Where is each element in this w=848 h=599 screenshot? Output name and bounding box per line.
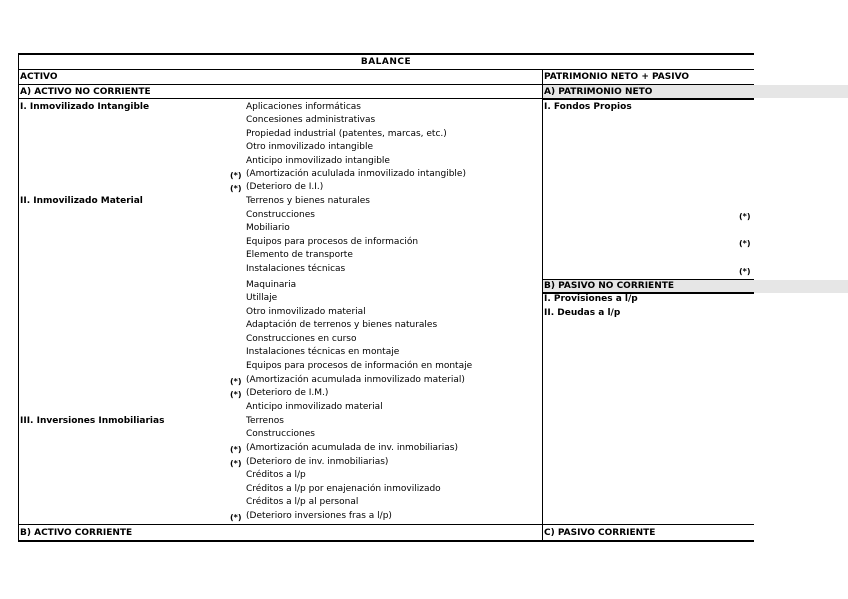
list-item: Propiedad industrial (patentes, marcas, etc.) xyxy=(246,129,447,139)
list-item: Concesiones administrativas xyxy=(246,115,376,125)
rule-bottom-top xyxy=(18,524,754,525)
list-item: Mobiliario xyxy=(246,223,290,233)
group-inmovilizado-material: II. Inmovilizado Material xyxy=(20,196,143,206)
fondos-propios-label: I. Fondos Propios xyxy=(544,102,632,112)
rule-title xyxy=(18,69,754,70)
list-item: (Deterioro de inv. inmobiliarias) xyxy=(246,457,389,467)
activo-corriente-header: B) ACTIVO CORRIENTE xyxy=(20,528,133,538)
list-item: Créditos a l/p por enajenación inmovilizado xyxy=(246,484,441,494)
deudas-label: II. Deudas a l/p xyxy=(544,308,621,318)
list-item: Adaptación de terrenos y bienes naturales xyxy=(246,320,438,330)
list-item: Otro inmovilizado material xyxy=(246,307,366,317)
list-item: Maquinaria xyxy=(246,280,297,290)
asterisk-mark: (*) xyxy=(230,459,242,468)
provisiones-label: I. Provisiones a l/p xyxy=(544,294,638,304)
list-item: Instalaciones técnicas en montaje xyxy=(246,347,400,357)
list-item: (Amortización acumulada inmovilizado material) xyxy=(246,375,465,385)
asterisk-mark: (*) xyxy=(230,445,242,454)
list-item: (Deterioro de I.M.) xyxy=(246,388,329,398)
activo-no-corriente-header: A) ACTIVO NO CORRIENTE xyxy=(20,87,151,97)
activo-header: ACTIVO xyxy=(20,72,58,82)
pasivo-no-corriente-header: B) PASIVO NO CORRIENTE xyxy=(544,281,675,291)
asterisk-mark: (*) xyxy=(739,239,751,248)
list-item: Utillaje xyxy=(246,293,278,303)
rule-left-edge xyxy=(18,53,19,542)
asterisk-mark: (*) xyxy=(739,212,751,221)
list-item: Anticipo inmovilizado intangible xyxy=(246,156,390,166)
list-item: Construcciones xyxy=(246,429,315,439)
list-item: Elemento de transporte xyxy=(246,250,353,260)
patrimonio-pasivo-header: PATRIMONIO NETO + PASIVO xyxy=(544,72,690,82)
list-item: Instalaciones técnicas xyxy=(246,264,346,274)
rule-bottom xyxy=(18,540,754,542)
group-inversiones-inmobiliarias: III. Inversiones Inmobiliarias xyxy=(20,416,165,426)
asterisk-mark: (*) xyxy=(230,377,242,386)
list-item: Aplicaciones informáticas xyxy=(246,102,361,112)
pasivo-corriente-header: C) PASIVO CORRIENTE xyxy=(544,528,656,538)
rule-header xyxy=(18,84,754,85)
rule-middle xyxy=(542,69,543,542)
asterisk-mark: (*) xyxy=(230,390,242,399)
list-item: Terrenos y bienes naturales xyxy=(246,196,370,206)
list-item: Construcciones en curso xyxy=(246,334,357,344)
list-item: (Amortización acumulada de inv. inmobiliarias) xyxy=(246,443,458,453)
asterisk-mark: (*) xyxy=(230,184,242,193)
list-item: Terrenos xyxy=(246,416,284,426)
list-item: (Deterioro inversiones fras a l/p) xyxy=(246,511,392,521)
list-item: Créditos a l/p al personal xyxy=(246,497,359,507)
group-inmovilizado-intangible: I. Inmovilizado Intangible xyxy=(20,102,150,112)
list-item: (Deterioro de I.I.) xyxy=(246,182,324,192)
list-item: Anticipo inmovilizado material xyxy=(246,402,383,412)
patrimonio-neto-header: A) PATRIMONIO NETO xyxy=(544,87,653,97)
list-item: Equipos para procesos de información en montaje xyxy=(246,361,473,371)
page-title: BALANCE xyxy=(360,57,412,67)
list-item: Equipos para procesos de información xyxy=(246,237,419,247)
list-item: (Amortización acululada inmovilizado intangible) xyxy=(246,169,466,179)
asterisk-mark: (*) xyxy=(230,171,242,180)
asterisk-mark: (*) xyxy=(739,267,751,276)
list-item: Créditos a l/p xyxy=(246,470,306,480)
list-item: Otro inmovilizado intangible xyxy=(246,142,374,152)
list-item: Construcciones xyxy=(246,210,315,220)
asterisk-mark: (*) xyxy=(230,513,242,522)
rule-top xyxy=(18,53,754,55)
